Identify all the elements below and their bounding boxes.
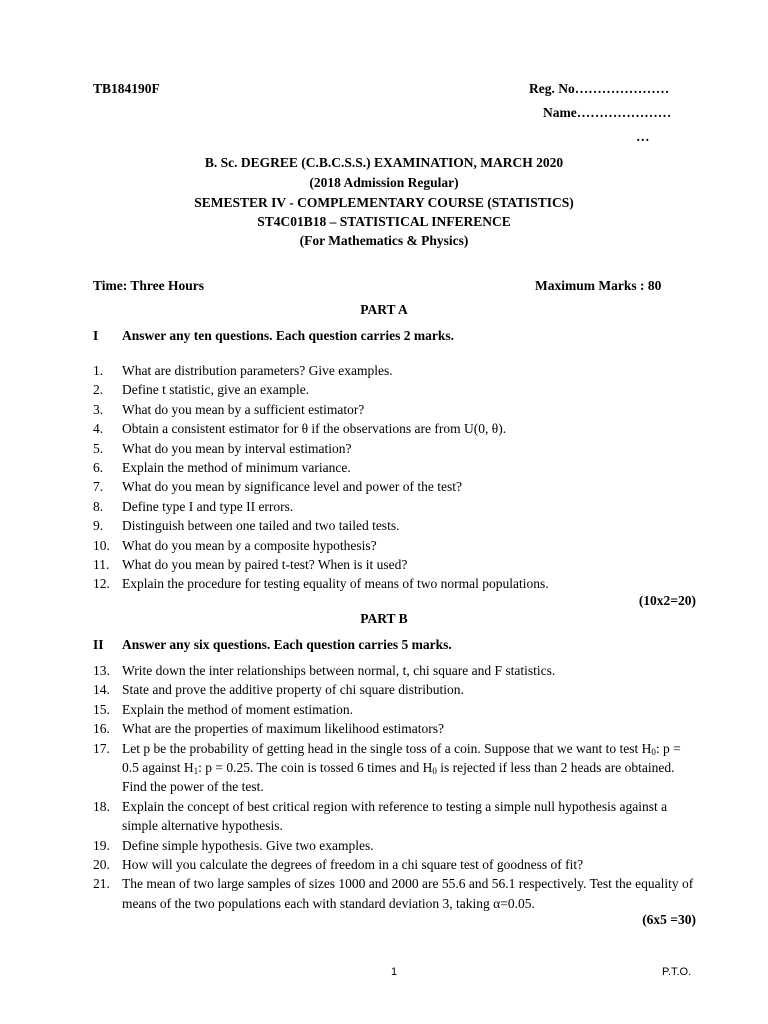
question-text: How will you calculate the degrees of freedom in a chi square test of goodness of fit?: [122, 857, 584, 872]
question-item: [93, 874, 698, 913]
time-label: Time: Three Hours: [93, 278, 204, 293]
question-item: [93, 836, 698, 855]
question-text: What do you mean by significance level and power of the test?: [122, 479, 463, 495]
question-number: 21.: [93, 876, 110, 892]
subscript: 1: [193, 766, 199, 776]
question-item: [93, 574, 698, 593]
question-text-part: : p = 0.5 against H: [122, 740, 681, 775]
question-item: [93, 797, 698, 836]
question-text: Define simple hypothesis. Give two examples.: [122, 837, 374, 853]
question-number: 2.: [93, 382, 104, 398]
reg-no-field: Reg. No…………………: [529, 81, 670, 96]
question-item: [93, 700, 698, 719]
question-number: 20.: [93, 857, 110, 872]
question-number: 19.: [93, 837, 110, 853]
question-text-part: is rejected if less than 2 heads are obtained. Find the power of the test.: [122, 760, 675, 795]
question-number: 18.: [93, 798, 110, 814]
question-item: [93, 680, 698, 699]
question-item: [93, 419, 698, 438]
part-b-marks: (6x5 =30): [642, 912, 696, 927]
question-text: Obtain a consistent estimator for θ if the observations are from U(0, θ).: [122, 421, 507, 437]
part-b-roman: II: [93, 637, 104, 652]
question-number: 10.: [93, 537, 110, 553]
question-item: [93, 477, 698, 496]
question-text: Distinguish between one tailed and two tailed tests.: [122, 518, 400, 534]
question-number: 17.: [93, 740, 110, 756]
question-text: Define type I and type II errors.: [122, 498, 294, 514]
semester-line: SEMESTER IV - COMPLEMENTARY COURSE (STATISTICS): [194, 195, 574, 210]
question-item: [93, 555, 698, 574]
part-b-instruction: Answer any six questions. Each question carries 5 marks.: [122, 637, 452, 652]
question-text: Explain the procedure for testing equality of means of two normal populations.: [122, 576, 549, 592]
admission-line: (2018 Admission Regular): [309, 175, 459, 190]
question-text: Write down the inter relationships between normal, t, chi square and F statistics.: [122, 663, 556, 678]
question-number: 5.: [93, 440, 104, 456]
question-number: 12.: [93, 576, 110, 592]
question-number: 11.: [93, 557, 110, 572]
question-number: 9.: [93, 518, 104, 534]
question-item: [93, 497, 698, 516]
question-text: What do you mean by interval estimation?: [122, 440, 352, 456]
question-item: [93, 380, 698, 399]
subscript: 0: [651, 746, 656, 757]
question-item: [93, 855, 698, 874]
question-item: [93, 400, 698, 419]
question-text-part: Let p be the probability of getting head in the single toss of a coin. Suppose that we want to test H: [122, 740, 652, 756]
part-a-marks: (10x2=20): [638, 593, 696, 608]
question-text: What do you mean by a sufficient estimator?: [122, 401, 365, 417]
question-text-part: : p = 0.25. The coin is tossed 6 times and H: [198, 760, 433, 775]
question-text: State and prove the additive property of chi square distribution.: [122, 682, 464, 698]
question-item: [93, 661, 698, 680]
question-number: 7.: [93, 479, 104, 495]
question-text: Explain the method of moment estimation.: [122, 701, 353, 717]
for-line: (For Mathematics & Physics): [299, 233, 469, 248]
question-text: What are distribution parameters? Give examples.: [122, 363, 393, 378]
question-item: [93, 536, 698, 555]
page-number: 1: [391, 966, 398, 978]
question-text: What are the properties of maximum likelihood estimators?: [122, 721, 445, 737]
question-item: [93, 719, 698, 738]
question-item: [93, 361, 698, 380]
question-number: 8.: [93, 498, 104, 514]
question-number: 6.: [93, 460, 104, 475]
question-text: What do you mean by a composite hypothesis?: [122, 537, 377, 553]
question-text: Explain the concept of best critical region with reference to testing a simple null hypothesis against a simple alternative hypothesis.: [122, 798, 668, 834]
question-number: 14.: [93, 682, 110, 698]
part-b-title: PART B: [360, 611, 408, 626]
name-field-continuation: …: [636, 129, 650, 144]
question-text: Explain the method of minimum variance.: [122, 460, 351, 475]
exam-title: B. Sc. DEGREE (C.B.C.S.S.) EXAMINATION, MARCH 2020: [204, 155, 564, 170]
question-number: 13.: [93, 663, 110, 678]
paper-code: TB184190F: [93, 81, 160, 96]
subscript: 0: [432, 766, 437, 776]
max-marks-label: Maximum Marks : 80: [535, 278, 662, 293]
part-a-roman: I: [93, 328, 99, 343]
question-number: 4.: [93, 421, 104, 437]
course-line: ST4C01B18 – STATISTICAL INFERENCE: [257, 214, 511, 229]
question-text: What do you mean by paired t-test? When is it used?: [122, 557, 408, 572]
question-number: 3.: [93, 401, 104, 417]
name-field: Name…………………: [543, 105, 672, 120]
part-a-instruction: Answer any ten questions. Each question carries 2 marks.: [122, 328, 455, 343]
question-text: [122, 739, 698, 797]
question-number: 16.: [93, 721, 110, 737]
question-number: 1.: [93, 363, 104, 378]
question-item: [93, 439, 698, 458]
pto-label: P.T.O.: [662, 966, 692, 978]
question-item: [93, 458, 698, 477]
question-number: 15.: [93, 701, 110, 717]
question-item: [93, 516, 698, 535]
question-item: [93, 739, 698, 797]
part-a-title: PART A: [360, 302, 408, 317]
question-text: The mean of two large samples of sizes 1000 and 2000 are 55.6 and 56.1 respectively. Test the equality of means of the two populations each with standard deviation 3, taking α=0.05.: [122, 876, 694, 911]
question-text: Define t statistic, give an example.: [122, 382, 310, 398]
